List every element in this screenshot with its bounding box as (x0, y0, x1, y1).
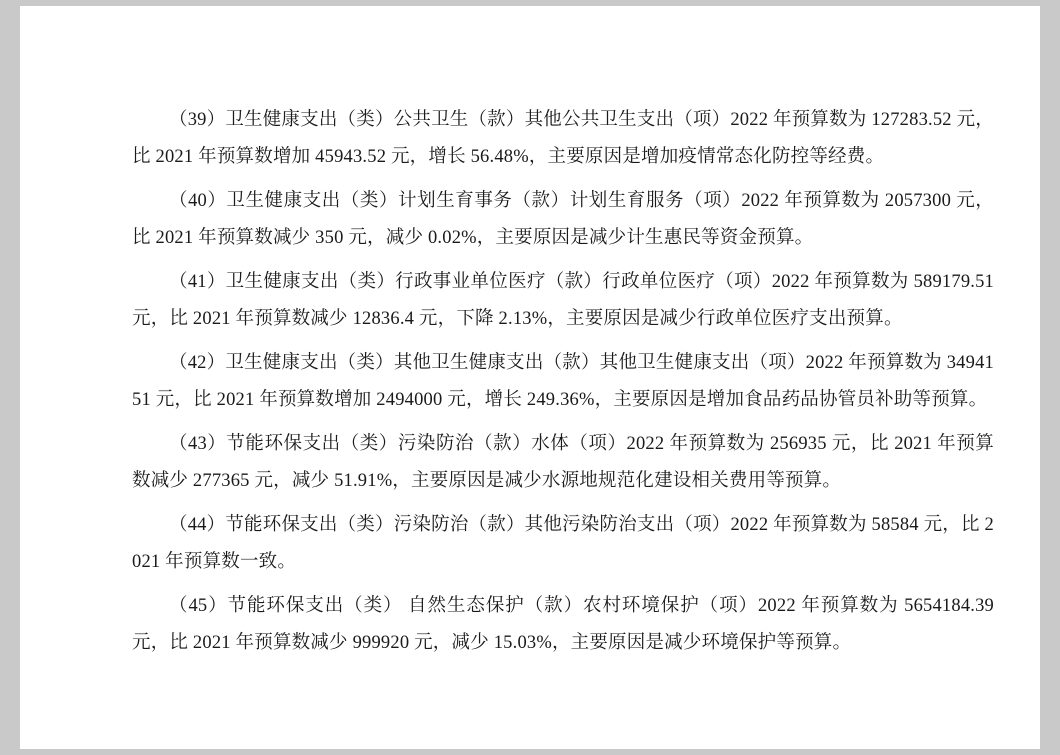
paragraph-39: （39）卫生健康支出（类）公共卫生（款）其他公共卫生支出（项）2022 年预算数为 127283.52 元，比 2021 年预算数增加 45943.52 元，增长 56.48%，主要原因是增加疫情常态化防控等经费。 (132, 110, 994, 167)
document-body (132, 102, 994, 662)
paragraph-42: （42）卫生健康支出（类）其他卫生健康支出（款）其他卫生健康支出（项）2022 年预算数为 3494151 元，比 2021 年预算数增加 2494000 元，增长 249.36%，主要原因是增加食品药品协管员补助等预算。 (132, 353, 994, 410)
document-page (20, 6, 1040, 749)
paragraph-41: （41）卫生健康支出（类）行政事业单位医疗（款）行政单位医疗（项）2022 年预算数为 589179.51 元，比 2021 年预算数减少 12836.4 元，下降 2.13%，主要原因是减少行政单位医疗支出预算。 (132, 272, 994, 329)
paragraph-43: （43）节能环保支出（类）污染防治（款）水体（项）2022 年预算数为 256935 元，比 2021 年预算数减少 277365 元，减少 51.91%，主要原因是减少水源地规范化建设相关费用等预算。 (132, 434, 994, 491)
paragraph-45: （45）节能环保支出（类） 自然生态保护（款）农村环境保护（项）2022 年预算数为 5654184.39 元，比 2021 年预算数减少 999920 元，减少 15.03%，主要原因是减少环境保护等预算。 (132, 596, 994, 653)
paragraph-44: （44）节能环保支出（类）污染防治（款）其他污染防治支出（项）2022 年预算数为 58584 元，比 2021 年预算数一致。 (132, 515, 994, 572)
paragraph-40: （40）卫生健康支出（类）计划生育事务（款）计划生育服务（项）2022 年预算数为 2057300 元，比 2021 年预算数减少 350 元，减少 0.02%，主要原因是减少计生惠民等资金预算。 (132, 191, 994, 248)
